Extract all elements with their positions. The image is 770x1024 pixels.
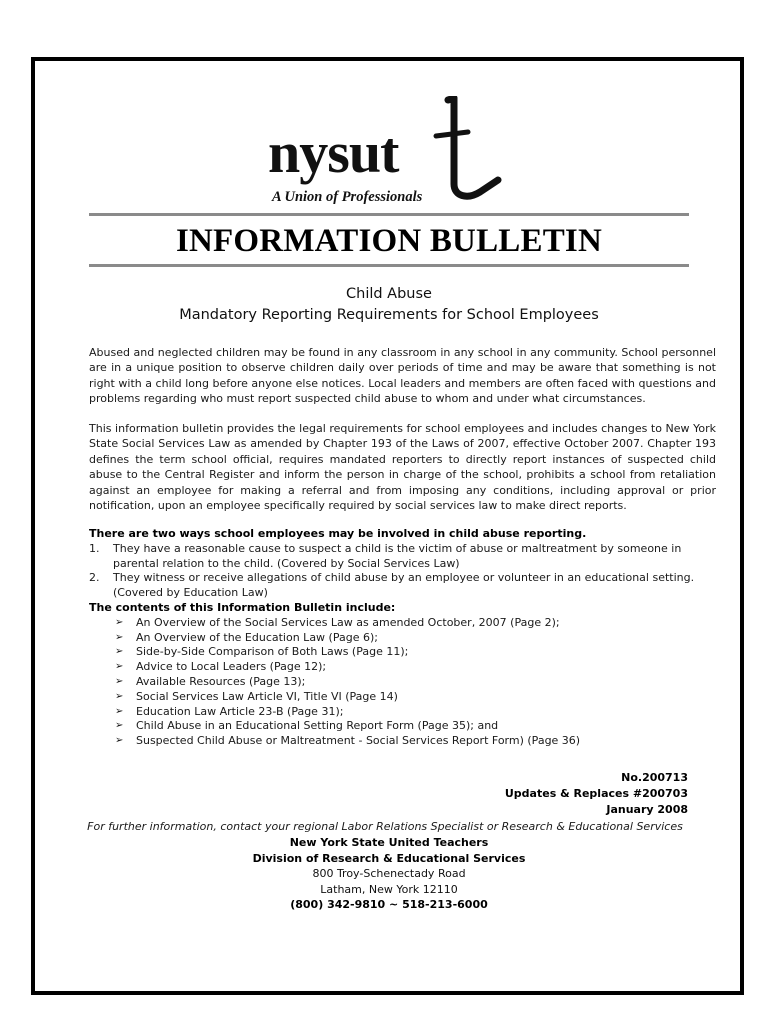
bulletin-number: No.200713: [621, 771, 688, 784]
subtitle-description: Mandatory Reporting Requirements for School Employees: [179, 307, 599, 323]
arrow-bullet-icon: ➢: [115, 661, 124, 673]
contents-item: [89, 675, 716, 690]
contents-item: [89, 719, 716, 734]
contents-item: [89, 616, 716, 631]
arrow-bullet-icon: ➢: [115, 675, 124, 687]
street-address: 800 Troy-Schenectady Road: [312, 867, 466, 880]
ways-item-text: They witness or receive allegations of child abuse by an employee or volunteer in an educational setting. (Covered by Education Law): [113, 571, 695, 600]
arrow-bullet-icon: ➢: [115, 631, 124, 643]
arrow-bullet-icon: ➢: [115, 720, 124, 732]
title-rule-bottom: [89, 264, 689, 267]
contents-list: [89, 616, 716, 749]
contents-item-text: Side-by-Side Comparison of Both Laws (Page 11);: [136, 645, 409, 659]
ways-item-number: 1.: [89, 541, 100, 555]
ways-item-text: They have a reasonable cause to suspect a child is the victim of abuse or maltreatment by someone in parental relation to the child. (Covered by Social Services Law): [113, 541, 682, 570]
contact-address: [89, 835, 689, 913]
phone-numbers: (800) 342-9810 ~ 518-213-6000: [290, 898, 488, 911]
bulletin-date: January 2008: [606, 803, 688, 816]
contents-item-text: An Overview of the Social Services Law as amended October, 2007 (Page 2);: [136, 615, 560, 629]
ways-item-number: 2.: [89, 571, 100, 585]
contents-item: [89, 645, 716, 660]
subtitle-topic: Child Abuse: [346, 286, 432, 302]
arrow-bullet-icon: ➢: [115, 735, 124, 747]
purpose-paragraph: This information bulletin provides the legal requirements for school employees and includes changes to New York State Social Services Law as amended by Chapter 193 of the Laws of 2007, effective October 2007. Chapter 193 defines the term school official, requires mandated reporters to directly report instances of suspected child abuse to the Central Register and inform the person in charge of the school, prohibits a school from retaliation against an employee for making a referral and from imposing any conditions, including approval or prior notification, upon an employee specifically required by social services law to make direct reports.: [89, 422, 716, 513]
contents-item: [89, 690, 716, 705]
division-name: Division of Research & Educational Services: [252, 851, 526, 865]
contents-heading: The contents of this Information Bulletin include:: [89, 600, 396, 614]
arrow-bullet-icon: ➢: [115, 690, 124, 702]
contents-item-text: Social Services Law Article VI, Title VI (Page 14): [136, 689, 398, 703]
bulletin-title: INFORMATION BULLETIN: [175, 223, 603, 259]
contents-item: [89, 660, 716, 675]
intro-paragraph: Abused and neglected children may be found in any classroom in any school in any community. School personnel are in a unique position to observe children daily over periods of time and may be aware that something is not right with a child long before anyone else notices. Local leaders and members are often faced with questions and problems regarding who must report suspected child abuse to whom and under what circumstances.: [89, 346, 716, 406]
ways-item: [89, 542, 716, 572]
arrow-bullet-icon: ➢: [115, 616, 124, 628]
logo-wordmark: nysut: [268, 120, 399, 185]
bulletin-meta: [505, 770, 688, 818]
nysut-logo-graphic: [262, 96, 502, 208]
reporting-section: [89, 527, 716, 749]
ways-heading: There are two ways school employees may be involved in child abuse reporting.: [89, 527, 587, 540]
contents-item: [89, 705, 716, 720]
contents-item-text: Education Law Article 23-B (Page 31);: [136, 704, 344, 718]
contact-note: For further information, contact your regional Labor Relations Specialist or Research & Educational Services: [87, 820, 683, 833]
title-rule-top: [89, 213, 689, 216]
ways-item: [89, 571, 716, 601]
city-address: Latham, New York 12110: [320, 882, 458, 896]
nysut-logo: [262, 96, 502, 208]
contents-item-text: Child Abuse in an Educational Setting Report Form (Page 35); and: [136, 719, 499, 733]
arrow-bullet-icon: ➢: [115, 646, 124, 658]
contents-item-text: Available Resources (Page 13);: [136, 674, 306, 688]
bulletin-replaces: Updates & Replaces #200703: [504, 787, 688, 800]
logo-tagline: A Union of Professionals: [272, 189, 423, 205]
contents-item: [89, 631, 716, 646]
contents-item-text: An Overview of the Education Law (Page 6);: [136, 630, 378, 644]
contents-item-text: Suspected Child Abuse or Maltreatment - Social Services Report Form) (Page 36): [136, 734, 581, 748]
contents-item-text: Advice to Local Leaders (Page 12);: [136, 660, 327, 674]
org-name: New York State United Teachers: [289, 836, 489, 849]
contents-item: [89, 734, 716, 749]
arrow-bullet-icon: ➢: [115, 705, 124, 717]
